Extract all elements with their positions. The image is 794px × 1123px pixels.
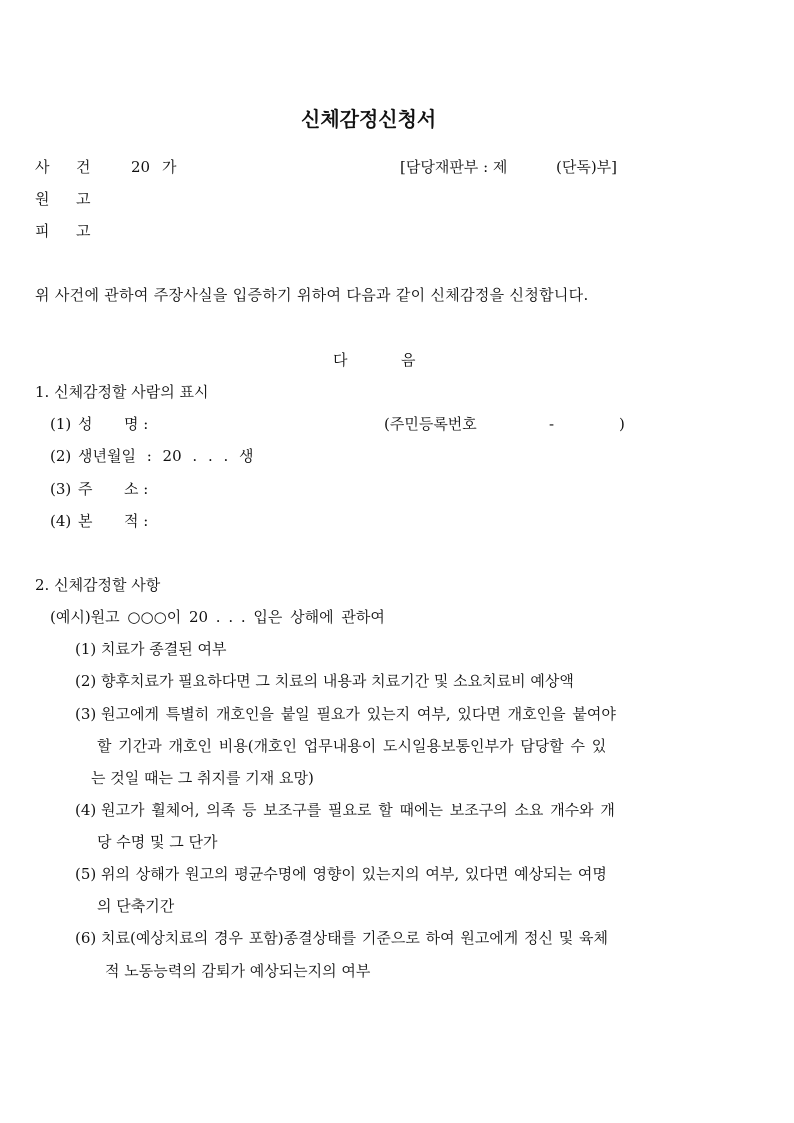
- item-3-line-3: 는 것일 때는 그 취지를 기재 요망): [91, 769, 314, 787]
- field-domicile-b: 적 :: [124, 512, 149, 530]
- field-id-close: ): [619, 415, 625, 433]
- intro-sentence: 위 사건에 관하여 주장사실을 입증하기 위하여 다음과 같이 신체감정을 신청합니다.: [35, 286, 589, 304]
- field-birth: 생년월일 : 20 . . . 생: [78, 447, 254, 465]
- plaintiff-label-b: 고: [76, 190, 91, 208]
- field-name-num: (1): [50, 415, 72, 433]
- item-4-num: (4): [75, 801, 97, 819]
- item-5-line-2: 의 단축기간: [97, 897, 175, 915]
- item-5-num: (5): [75, 865, 97, 883]
- field-domicile-a: 본: [78, 512, 93, 530]
- court-label: [담당재판부 : 제: [400, 158, 508, 176]
- field-name-b: 명 :: [124, 415, 149, 433]
- case-type: 가: [162, 158, 177, 176]
- case-label-geon: 건: [76, 158, 91, 176]
- section1-title: 1. 신체감정할 사람의 표시: [35, 383, 209, 401]
- field-id-dash: -: [549, 415, 555, 433]
- document-title: 신체감정신청서: [301, 107, 437, 131]
- item-6-line-1: 치료(예상치료의 경우 포함)종결상태를 기준으로 하여 원고에게 정신 및 육체: [101, 929, 609, 947]
- plaintiff-label-a: 원: [35, 190, 50, 208]
- item-6-line-2: 적 노동능력의 감퇴가 예상되는지의 여부: [105, 962, 371, 980]
- field-address-a: 주: [78, 480, 93, 498]
- item-2-line-1: 향후치료가 필요하다면 그 치료의 내용과 치료기간 및 소요치료비 예상액: [101, 672, 574, 690]
- item-1-num: (1): [75, 640, 97, 658]
- heading-eum: 음: [401, 351, 416, 369]
- case-label-sa: 사: [35, 158, 50, 176]
- item-6-num: (6): [75, 929, 97, 947]
- item-5-line-1: 위의 상해가 원고의 평균수명에 영향이 있는지의 여부, 있다면 예상되는 여명: [101, 865, 607, 883]
- intro-text: [35, 285, 655, 305]
- item-2-num: (2): [75, 672, 97, 690]
- field-birth-num: (2): [50, 447, 72, 465]
- court-suffix: (단독)부]: [556, 158, 618, 176]
- defendant-label-a: 피: [35, 222, 50, 240]
- item-4-line-2: 당 수명 및 그 단가: [97, 833, 218, 851]
- item-3-num: (3): [75, 705, 97, 723]
- item-3-line-2: 할 기간과 개호인 비용(개호인 업무내용이 도시일용보통인부가 담당할 수 있: [97, 737, 607, 755]
- heading-da: 다: [333, 351, 348, 369]
- field-id-label: (주민등록번호: [384, 415, 477, 433]
- defendant-label-b: 고: [76, 222, 91, 240]
- item-4-line-1: 원고가 휠체어, 의족 등 보조구를 필요로 할 때에는 보조구의 소요 개수와 개: [101, 801, 615, 819]
- case-year: 20: [131, 158, 151, 176]
- field-address-b: 소 :: [124, 480, 149, 498]
- section2-example: (예시)원고 ○○○이 20 . . . 입은 상해에 관하여: [50, 608, 385, 626]
- section2-title: 2. 신체감정할 사항: [35, 576, 161, 594]
- item-1-line-1: 치료가 종결된 여부: [101, 640, 227, 658]
- field-name-a: 성: [78, 415, 93, 433]
- item-3-line-1: 원고에게 특별히 개호인을 붙일 필요가 있는지 여부, 있다면 개호인을 붙여야: [101, 705, 616, 723]
- field-address-num: (3): [50, 480, 72, 498]
- field-domicile-num: (4): [50, 512, 72, 530]
